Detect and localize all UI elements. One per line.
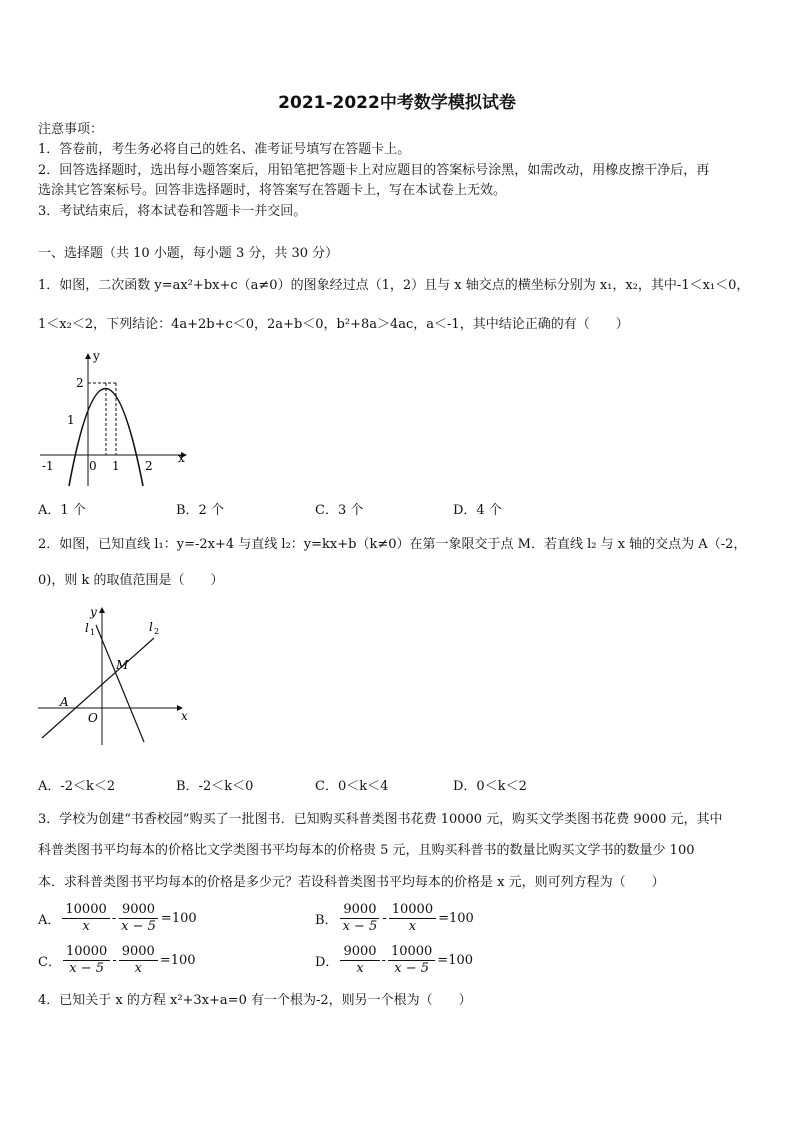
- q1-option-a[interactable]: A．1 个: [38, 503, 86, 518]
- q3-c-d2: x: [134, 960, 142, 976]
- q3-text-line2: 科普类图书平均每本的价格比文学类图书平均每本的价格贵 5 元，且购买科普书的数量比购买文学书的数量少 100: [38, 843, 695, 858]
- q4-text-line1: 4．已知关于 x 的方程 x²+3x+a=0 有一个根为-2，则另一个根为（ ）: [38, 993, 472, 1008]
- q3-a-d2: x − 5: [121, 918, 156, 934]
- q2-x-label: x: [181, 709, 188, 723]
- q2-option-b[interactable]: B．-2＜k＜0: [176, 779, 254, 794]
- q2-option-a[interactable]: A．-2＜k＜2: [38, 779, 116, 794]
- q2-label-a: A: [60, 695, 69, 709]
- q3-d-rhs: =100: [437, 952, 474, 968]
- q3-b-rhs: =100: [438, 910, 474, 926]
- q3-d-n2: 10000: [388, 944, 435, 961]
- q3-c-minus: -: [112, 952, 117, 968]
- q3-option-c-frac1: [63, 944, 110, 977]
- q3-a-minus: -: [111, 910, 117, 926]
- q2-label-o: O: [88, 711, 98, 725]
- q1-x-label: x: [178, 451, 185, 465]
- q3-option-d-frac2: [388, 944, 435, 977]
- q3-c-d1: x − 5: [69, 960, 105, 976]
- q2-line-l2: [42, 638, 154, 738]
- q3-option-c-frac2: [119, 944, 158, 977]
- q3-text-line3: 本．求科普类图书平均每本的价格是多少元？若设科普类图书平均每本的价格是 x 元，则可列方程为（ ）: [38, 875, 665, 890]
- q1-text-line1: 1．如图，二次函数 y=ax²+bx+c（a≠0）的图象经过点（1，2）且与 x 轴交点的横坐标分别为 x₁，x₂，其中-1＜x₁＜0，: [38, 278, 750, 293]
- q3-option-c[interactable]: [38, 940, 196, 980]
- page-title: 2021-2022中考数学模拟试卷: [278, 93, 516, 113]
- q3-d-d1: x: [356, 960, 364, 976]
- q3-d-n1: 9000: [340, 944, 379, 961]
- q1-ytick-2: 2: [76, 376, 84, 390]
- q1-tick-0: 0: [89, 459, 97, 473]
- q2-label-m: M: [116, 658, 129, 672]
- q3-b-n1: 9000: [340, 902, 379, 919]
- q1-tick-neg1: -1: [42, 459, 54, 473]
- notice-item-2: 2．回答选择题时，选出每小题答案后，用铅笔把答题卡上对应题目的答案标号涂黑，如需改动，用橡皮擦干净后，再: [38, 163, 710, 178]
- notice-item-2-cont: 选涂其它答案标号。回答非选择题时，将答案写在答题卡上，写在本试卷上无效。: [38, 183, 507, 198]
- q3-b-d1: x − 5: [342, 918, 378, 934]
- q2-label-l1: l: [85, 621, 89, 635]
- q1-ytick-1: 1: [67, 413, 75, 427]
- q3-option-a-frac1: [62, 902, 109, 935]
- section-heading: 一、选择题（共 10 小题，每小题 3 分，共 30 分）: [38, 246, 339, 261]
- q2-option-d[interactable]: D．0＜k＜2: [453, 779, 527, 794]
- q1-tick-2: 2: [145, 459, 153, 473]
- q2-y-label: y: [90, 605, 97, 619]
- q3-a-rhs: =100: [160, 910, 197, 926]
- q2-label-l2-sub: 2: [154, 627, 160, 636]
- q3-a-n1: 10000: [62, 902, 109, 919]
- q3-c-rhs: =100: [159, 952, 196, 968]
- q3-a-n2: 9000: [119, 902, 158, 919]
- q2-lines-figure: [36, 600, 196, 750]
- q2-label-l2: l: [149, 620, 153, 634]
- notice-item-3: 3．考试结束后，将本试卷和答题卡一并交回。: [38, 204, 307, 219]
- q3-option-b[interactable]: [315, 898, 474, 938]
- q2-label-l1-sub: 1: [90, 628, 96, 637]
- q3-a-d1: x: [82, 918, 90, 934]
- q3-option-c-label: C．: [38, 954, 61, 970]
- q3-b-minus: -: [382, 910, 387, 926]
- q3-option-b-frac1: [340, 902, 381, 935]
- q3-c-n2: 9000: [119, 944, 158, 961]
- q2-option-c[interactable]: C．0＜k＜4: [315, 779, 389, 794]
- q3-b-n2: 10000: [389, 902, 436, 919]
- q1-text-line2: 1＜x₂＜2，下列结论：4a+2b+c＜0，2a+b＜0，b²+8a＞4ac，a＜-1，其中结论正确的有（ ）: [38, 317, 629, 332]
- q3-b-d2: x: [408, 918, 417, 934]
- q1-option-c[interactable]: C．3 个: [315, 503, 364, 518]
- q3-option-d[interactable]: [315, 940, 473, 980]
- q1-option-b[interactable]: B．2 个: [176, 503, 224, 518]
- q2-text-line1: 2．如图，已知直线 l₁：y=-2x+4 与直线 l₂：y=kx+b（k≠0）在第一象限交于点 M．若直线 l₂ 与 x 轴的交点为 A（-2，: [38, 537, 747, 552]
- q1-tick-1: 1: [112, 459, 120, 473]
- q3-c-n1: 10000: [63, 944, 110, 961]
- q3-option-a-frac2: [118, 902, 159, 935]
- q1-parabola-figure: [36, 346, 196, 488]
- q2-text-line2: 0)，则 k 的取值范围是（ ）: [38, 573, 224, 588]
- q3-d-d2: x − 5: [394, 960, 429, 976]
- q3-option-b-label: B．: [315, 912, 338, 928]
- notice-item-1: 1．答卷前，考生务必将自己的姓名、准考证号填写在答题卡上。: [38, 142, 411, 157]
- q3-option-d-frac1: [340, 944, 379, 977]
- q3-option-b-frac2: [389, 902, 436, 935]
- q1-option-d[interactable]: D．4 个: [453, 503, 502, 518]
- q3-d-minus: -: [381, 952, 386, 968]
- q3-option-d-label: D．: [315, 954, 339, 970]
- q3-text-line1: 3．学校为创建“书香校园”购买了一批图书．已知购买科普类图书花费 10000 元，购买文学类图书花费 9000 元，其中: [38, 812, 723, 827]
- notice-heading: 注意事项：: [38, 122, 104, 137]
- q1-y-label: y: [93, 349, 100, 363]
- q3-option-a[interactable]: [38, 898, 197, 938]
- q3-option-a-label: A．: [38, 912, 61, 928]
